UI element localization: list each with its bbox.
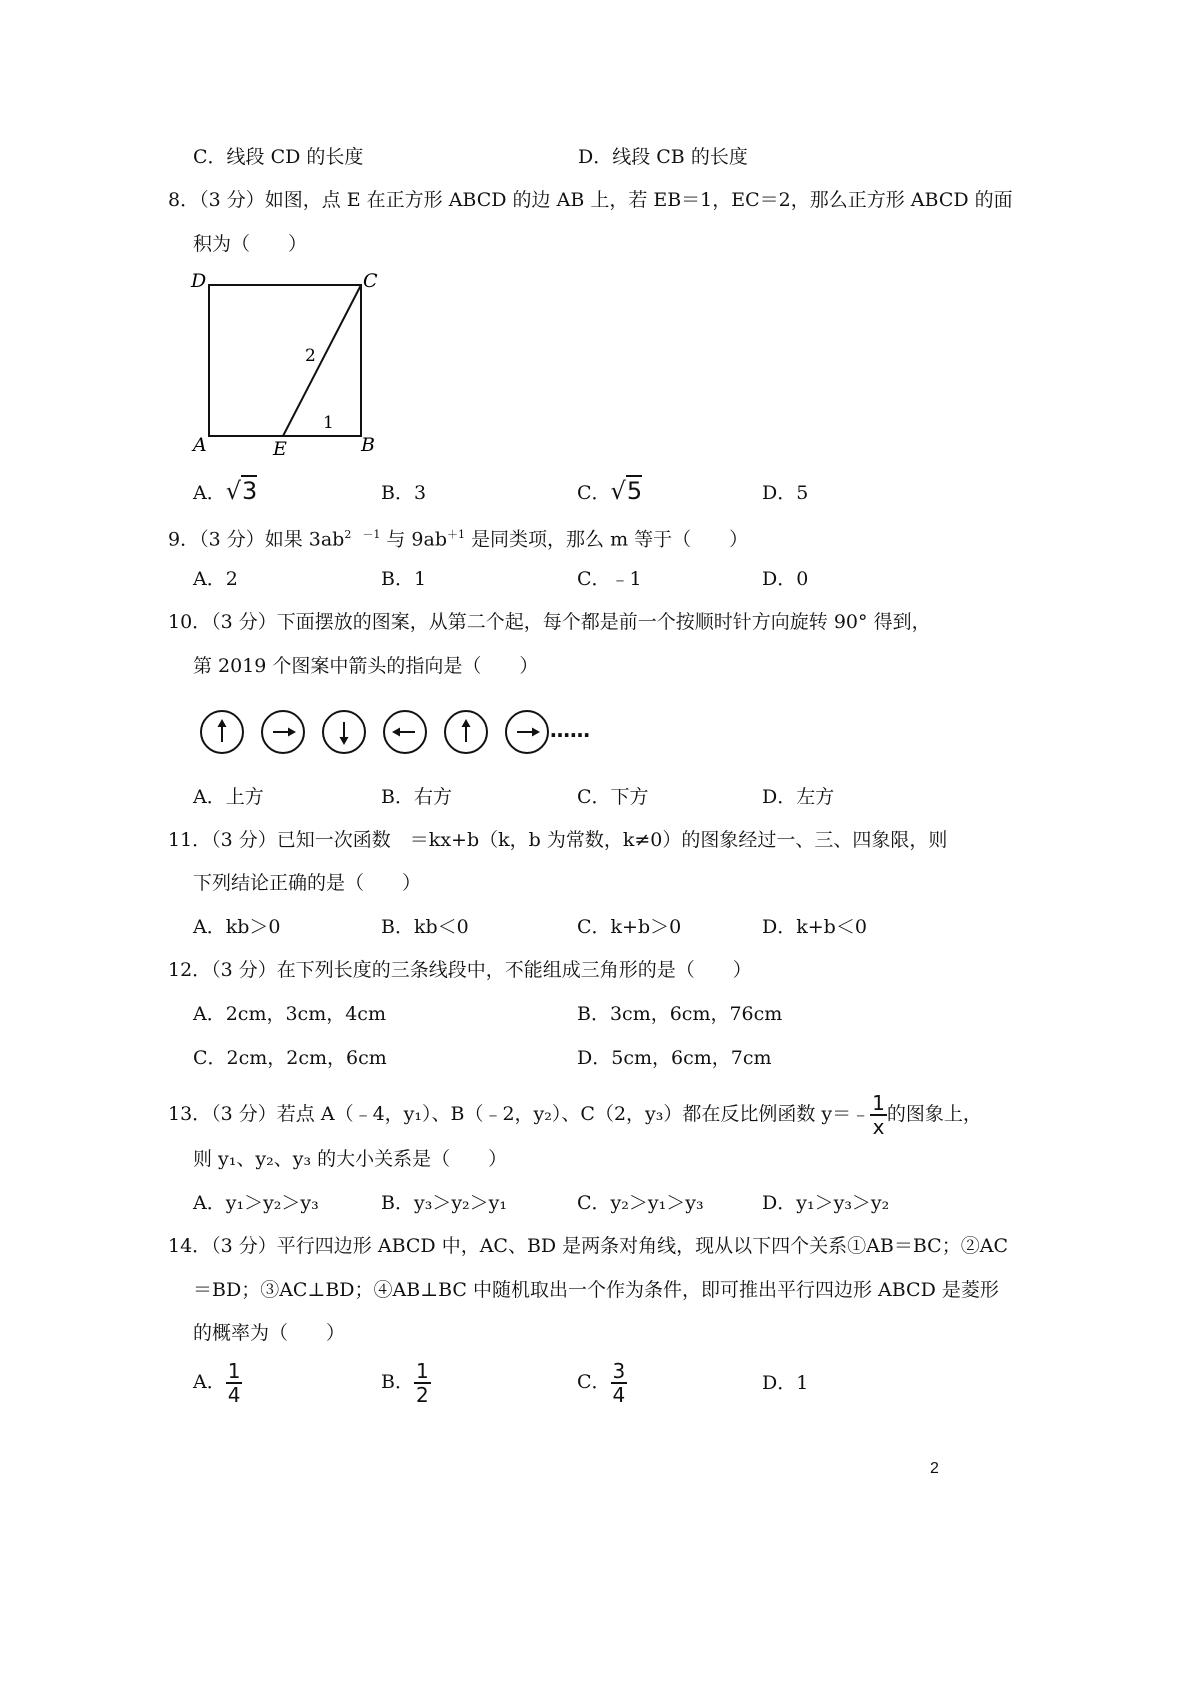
q13-fraction-denominator: x (872, 1115, 885, 1139)
q13-stem-part2: 的图象上， (886, 1103, 982, 1125)
q14-option-c-label: C． (577, 1371, 611, 1393)
q12-option-d: D．5cm，6cm，7cm (577, 1047, 772, 1069)
q13-stem-line1 (168, 1092, 982, 1138)
fig-length-ec: 2 (305, 346, 316, 366)
q11-option-d: D．k+b＜0 (762, 916, 867, 938)
arrow-circle-up-icon (444, 710, 488, 754)
fig-label-c: C (363, 270, 378, 292)
q14-stem-line1: 14．（3 分）平行四边形 ABCD 中，AC、BD 是两条对角线，现从以下四个关系①AB＝BC；②AC (168, 1235, 1008, 1257)
q12-option-a: A．2cm，3cm，4cm (193, 1003, 386, 1025)
q12-stem: 12．（3 分）在下列长度的三条线段中，不能组成三角形的是（ ） (168, 959, 752, 981)
q14-option-a-fraction (226, 1360, 243, 1406)
q14-option-c (577, 1360, 627, 1406)
q9-stem-part1: 9．（3 分）如果 3ab (168, 528, 345, 551)
q8-stem-line2: 积为（ ） (193, 233, 308, 255)
q10-option-b: B．右方 (381, 786, 452, 808)
q13-fraction (870, 1092, 887, 1138)
arrow-circle-up-icon (200, 710, 244, 754)
q14-option-a-label: A． (193, 1371, 226, 1393)
fig-label-e: E (273, 438, 287, 460)
q9-stem-part2: 与 9ab (380, 528, 448, 551)
q11-option-a: A．kb＞0 (193, 916, 281, 938)
q8-square-figure (185, 265, 385, 460)
q8-option-a (193, 478, 257, 506)
q9-exponent-1: 2 －1 (344, 528, 381, 541)
q8-option-c (577, 478, 642, 506)
page-number: 2 (930, 1460, 939, 1477)
sqrt-5: √5 (610, 477, 643, 505)
q10-ellipsis: …… (550, 718, 590, 742)
arrow-circle-right-icon (505, 710, 549, 754)
q9-option-c: C．﹣1 (577, 568, 642, 590)
q10-option-d: D．左方 (762, 786, 835, 808)
q14-option-b-numerator: 1 (415, 1359, 429, 1383)
q10-stem-line2: 第 2019 个图案中箭头的指向是（ ） (193, 655, 539, 677)
q14-option-a-denominator: 4 (227, 1383, 241, 1407)
q14-option-b (381, 1360, 431, 1406)
q8-stem-line1: 8．（3 分）如图，点 E 在正方形 ABCD 的边 AB 上，若 EB＝1，EC＝2，那么正方形 ABCD 的面 (168, 189, 1013, 211)
q14-option-b-label: B． (381, 1371, 414, 1393)
q13-option-a: A．y₁＞y₂＞y₃ (193, 1192, 319, 1214)
q9-option-b: B．1 (381, 568, 427, 590)
q10-option-c: C．下方 (577, 786, 649, 808)
fig-label-b: B (361, 434, 375, 456)
q12-option-b: B．3cm，6cm，76cm (577, 1003, 783, 1025)
arrow-circle-down-icon (322, 710, 366, 754)
fig-label-a: A (193, 434, 207, 456)
q13-option-b: B．y₃＞y₂＞y₁ (381, 1192, 508, 1214)
q13-stem-line2: 则 y₁、y₂、y₃ 的大小关系是（ ） (193, 1148, 508, 1170)
q8-option-d: D．5 (762, 482, 809, 504)
q7-option-d: D．线段 CB 的长度 (578, 146, 748, 168)
q9-option-d: D．0 (762, 568, 809, 590)
q13-stem-part1: 13．（3 分）若点 A（﹣4，y₁）、B（﹣2，y₂）、C（2，y₃）都在反比例函数 y＝﹣ (168, 1103, 871, 1125)
q11-stem-line1: 11．（3 分）已知一次函数 ＝kx+b（k，b 为常数，k≠0）的图象经过一、三、四象限，则 (168, 829, 948, 851)
q14-option-c-numerator: 3 (612, 1359, 626, 1383)
q14-stem-line2: ＝BD；③AC⊥BD；④AB⊥BC 中随机取出一个作为条件，即可推出平行四边形 ABCD 是菱形 (193, 1279, 999, 1301)
q14-option-b-fraction (414, 1360, 431, 1406)
q8-option-c-label: C． (577, 482, 611, 504)
fig-label-d: D (191, 270, 207, 292)
sqrt-3-value: 3 (242, 477, 258, 505)
q9-exponent-2: ＋1 (447, 528, 466, 541)
arrow-circle-right-icon (261, 710, 305, 754)
q14-option-b-denominator: 2 (415, 1383, 429, 1407)
q11-stem-line2: 下列结论正确的是（ ） (193, 872, 422, 894)
q13-option-d: D．y₁＞y₃＞y₂ (762, 1192, 890, 1214)
q11-option-c: C．k+b＞0 (577, 916, 682, 938)
q14-stem-line3: 的概率为（ ） (193, 1322, 346, 1344)
arrow-circle-left-icon (383, 710, 427, 754)
q14-option-a (193, 1360, 242, 1406)
sqrt-5-value: 5 (626, 477, 643, 505)
q9-stem (168, 522, 748, 552)
q11-option-b: B．kb＜0 (381, 916, 469, 938)
q13-option-c: C．y₂＞y₁＞y₃ (577, 1192, 704, 1214)
q10-option-a: A．上方 (193, 786, 264, 808)
q14-option-c-denominator: 4 (612, 1383, 626, 1407)
q10-stem-line1: 10．（3 分）下面摆放的图案，从第二个起，每个都是前一个按顺时针方向旋转 90° 得到， (168, 611, 931, 633)
q8-option-a-label: A． (193, 482, 226, 504)
fig-length-eb: 1 (323, 413, 334, 433)
q13-fraction-numerator: 1 (872, 1091, 885, 1115)
q14-option-d: D．1 (762, 1372, 809, 1394)
q12-option-c: C．2cm，2cm，6cm (193, 1047, 387, 1069)
q9-option-a: A．2 (193, 568, 238, 590)
sqrt-3: √3 (225, 477, 258, 505)
q9-stem-part3: 是同类项，那么 m 等于（ ） (465, 528, 749, 551)
q14-option-a-numerator: 1 (227, 1359, 241, 1383)
q14-option-c-fraction (611, 1360, 628, 1406)
q7-option-c: C．线段 CD 的长度 (193, 146, 364, 168)
q8-option-b: B．3 (381, 482, 427, 504)
